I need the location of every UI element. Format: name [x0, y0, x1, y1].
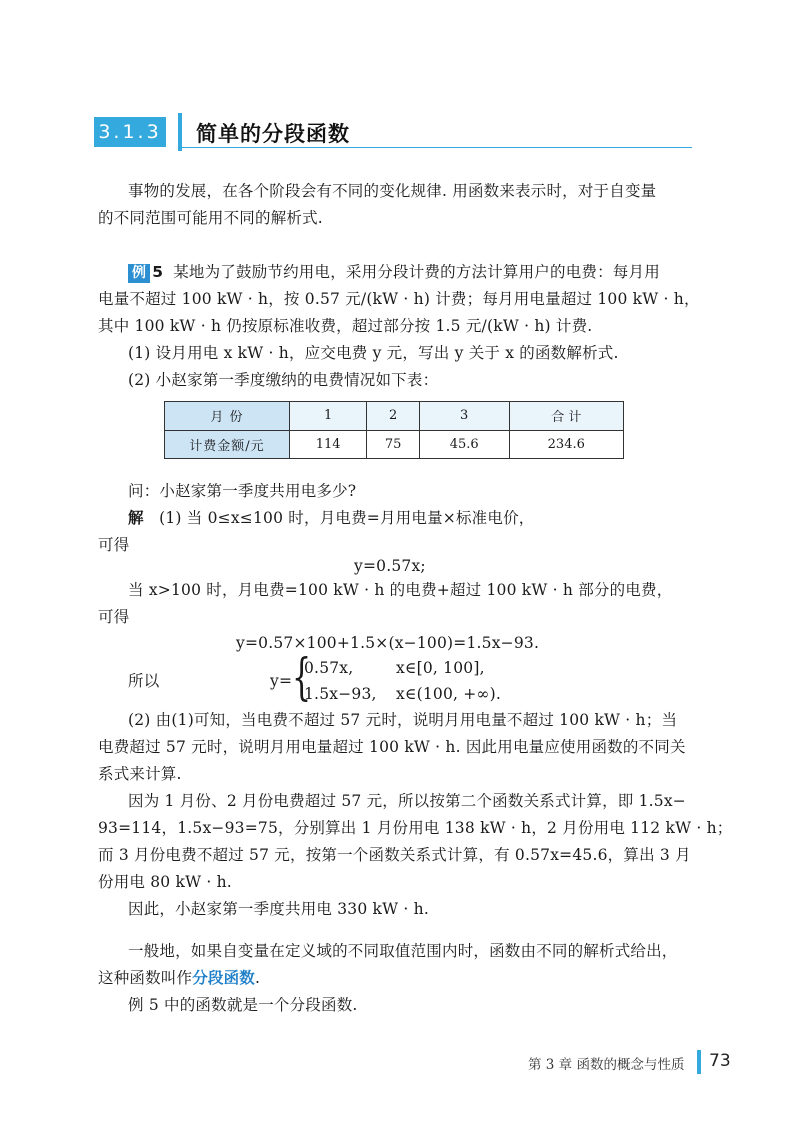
piece-1-domain: x∈[0, 100],: [396, 659, 485, 677]
definition-line-1: 一般地，如果自变量在定义域的不同取值范围内时，函数由不同的解析式给出，: [128, 942, 678, 960]
part2-line-2: 电费超过 57 元时，说明月用电量超过 100 kW · h. 因此用电量应使用函数的不同关: [98, 738, 686, 756]
example-line-2: 电量不超过 100 kW · h，按 0.57 元/(kW · h) 计费；每月用电量超过 100 kW · h，: [98, 290, 700, 308]
table-cell: 114: [290, 430, 367, 459]
table-header-cell: 2: [367, 402, 420, 431]
example-line-3: 其中 100 kW · h 仍按原标准收费，超过部分按 1.5 元/(kW · h) 计费.: [98, 317, 593, 335]
footer-divider: [697, 1050, 701, 1074]
example-part-1: (1) 设月用电 x kW · h，应交电费 y 元，写出 y 关于 x 的函数解析式.: [128, 344, 619, 362]
section-number: 3.1.3: [94, 117, 166, 147]
solution-line-4: 可得: [98, 608, 130, 626]
definition-line-3: 例 5 中的函数就是一个分段函数.: [128, 996, 358, 1014]
solution-line-1: [128, 505, 534, 531]
piece-1-expression: 0.57x,: [304, 659, 354, 677]
table-cell: 45.6: [419, 430, 509, 459]
piecewise-y: y=: [270, 672, 293, 690]
equation-1: y=0.57x;: [354, 557, 426, 575]
table-cell: 234.6: [509, 430, 623, 459]
part2-calc-line-3: 而 3 月份电费不超过 57 元，按第一个函数关系式计算，有 0.57x=45.6，算出 3 月: [98, 846, 691, 864]
definition-term: 分段函数: [192, 969, 256, 987]
solution-text-1: (1) 当 0≤x≤100 时，月电费=月用电量×标准电价，: [159, 509, 535, 527]
table-row-label: 计费金额/元: [165, 430, 290, 459]
table-header-cell: 3: [419, 402, 509, 431]
table-row: [165, 430, 624, 459]
example-number: 5: [152, 263, 164, 281]
table-header-cell: 1: [290, 402, 367, 431]
table-header-cell: 月 份: [165, 402, 290, 431]
brace-icon: {: [292, 648, 312, 706]
footer-chapter: 第 3 章 函数的概念与性质: [528, 1057, 685, 1073]
part2-calc-line-4: 份用电 80 kW · h.: [98, 873, 232, 891]
conclusion: 因此，小赵家第一季度共用电 330 kW · h.: [128, 900, 429, 918]
section-divider: [178, 113, 182, 151]
example-badge: 例: [128, 264, 150, 283]
part2-line-1: (2) 由(1)可知，当电费不超过 57 元时，说明月用电量不超过 100 kW · h；当: [128, 711, 678, 729]
part2-calc-line-1: 因为 1 月份、2 月份电费超过 57 元，所以按第二个函数关系式计算，即 1.5x−: [128, 792, 686, 810]
table-header-cell: 合 计: [509, 402, 623, 431]
section-underline: [178, 147, 692, 148]
intro-line-1: 事物的发展，在各个阶段会有不同的变化规律. 用函数来表示时，对于自变量: [128, 182, 657, 200]
intro-line-2: 的不同范围可能用不同的解析式.: [98, 209, 323, 227]
table-header-row: [165, 402, 624, 431]
table-cell: 75: [367, 430, 420, 459]
example-first-line: [128, 259, 660, 285]
definition-line-2: [98, 965, 260, 991]
solution-line-3: 当 x>100 时，月电费=100 kW · h 的电费+超过 100 kW · h 部分的电费，: [128, 581, 673, 599]
solution-label: 解: [128, 509, 144, 527]
so-label: 所以: [128, 672, 160, 690]
solution-line-2: 可得: [98, 536, 130, 554]
page-number: 73: [709, 1051, 731, 1071]
piece-2-domain: x∈(100, +∞).: [396, 685, 501, 703]
definition-text: 这种函数叫作: [98, 969, 193, 987]
part2-line-3: 系式来计算.: [98, 765, 182, 783]
section-title: 简单的分段函数: [196, 122, 350, 146]
question: 问：小赵家第一季度共用电多少?: [128, 482, 357, 500]
example-part-2: (2) 小赵家第一季度缴纳的电费情况如下表：: [128, 371, 439, 389]
definition-period: .: [255, 969, 261, 987]
part2-calc-line-2: 93=114，1.5x−93=75，分别算出 1 月份用电 138 kW · h，2 月份用电 112 kW · h；: [98, 819, 733, 837]
fee-table: [164, 401, 624, 459]
example-line-1: 某地为了鼓励节约用电，采用分段计费的方法计算用户的电费：每月用: [173, 263, 660, 281]
equation-2: y=0.57×100+1.5×(x−100)=1.5x−93.: [236, 634, 540, 652]
piece-2-expression: 1.5x−93,: [304, 685, 377, 703]
